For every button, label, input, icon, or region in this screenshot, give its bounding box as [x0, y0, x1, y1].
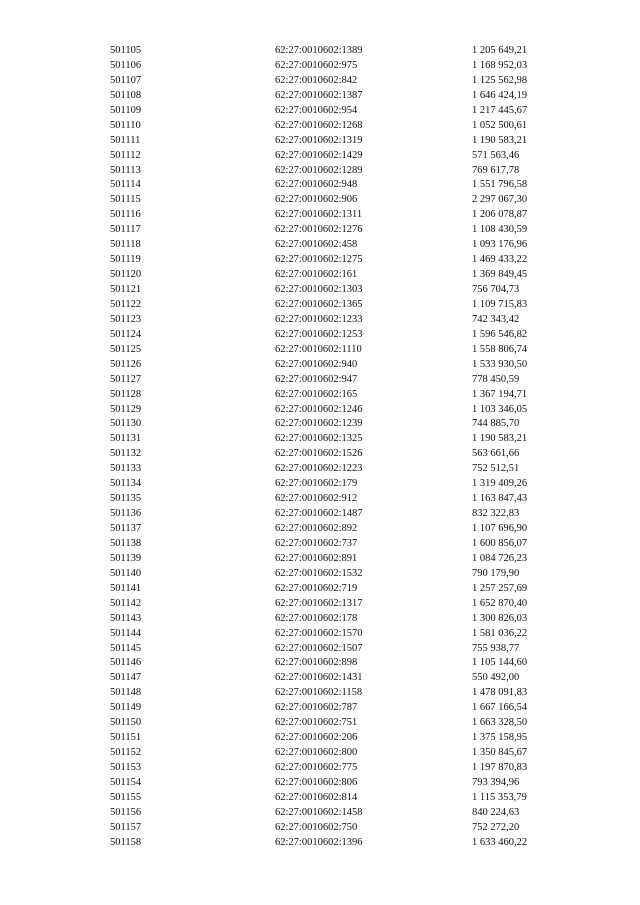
record-number: 501151 — [110, 732, 142, 744]
cadastral-value: 1 667 166,54 — [472, 702, 528, 714]
cadastral-value: 563 661,66 — [472, 448, 520, 460]
cadastral-value: 1 646 424,19 — [472, 89, 528, 101]
cadastral-number: 62:27:0010602:161 — [275, 269, 358, 281]
cadastral-number: 62:27:0010602:775 — [275, 762, 358, 773]
record-number: 501140 — [110, 567, 142, 579]
record-number: 501157 — [110, 821, 142, 833]
cadastral-number: 62:27:0010602:954 — [275, 104, 358, 116]
cadastral-number: 62:27:0010602:800 — [275, 747, 358, 759]
cadastral-number: 62:27:0010602:1233 — [275, 313, 363, 325]
table-row — [0, 134, 640, 149]
record-number: 501147 — [110, 672, 142, 684]
record-number: 501109 — [110, 104, 142, 116]
record-number: 501126 — [110, 358, 142, 370]
record-number: 501125 — [110, 343, 142, 355]
cadastral-value: 1 052 500,61 — [472, 119, 528, 131]
record-number: 501149 — [110, 702, 142, 714]
table-row — [0, 582, 640, 597]
record-number: 501146 — [110, 657, 142, 669]
table-row — [0, 388, 640, 403]
cadastral-value: 550 492,00 — [472, 672, 520, 684]
cadastral-value: 1 206 078,87 — [472, 209, 528, 221]
record-number: 501137 — [110, 523, 142, 534]
table-row — [0, 567, 640, 582]
table-row — [0, 193, 640, 208]
record-number: 501155 — [110, 791, 142, 803]
cadastral-number: 62:27:0010602:898 — [275, 657, 358, 669]
record-number: 501150 — [110, 717, 142, 729]
table-row — [0, 223, 640, 238]
record-number: 501132 — [110, 448, 142, 460]
cadastral-value: 755 938,77 — [472, 642, 520, 654]
cadastral-value: 1 369 849,45 — [472, 269, 528, 281]
record-number: 501120 — [110, 269, 142, 281]
record-number: 501154 — [110, 776, 142, 788]
table-row — [0, 642, 640, 657]
table-row — [0, 462, 640, 477]
table-row — [0, 149, 640, 164]
cadastral-value: 1 300 826,03 — [472, 612, 528, 624]
table-row — [0, 253, 640, 268]
cadastral-number: 62:27:0010602:750 — [275, 821, 358, 833]
record-number: 501128 — [110, 388, 142, 400]
cadastral-number: 62:27:0010602:737 — [275, 537, 358, 549]
table-row — [0, 59, 640, 74]
table-row — [0, 492, 640, 507]
table-row — [0, 597, 640, 612]
table-row — [0, 716, 640, 731]
cadastral-value: 790 179,90 — [472, 567, 520, 579]
cadastral-number: 62:27:0010602:1253 — [275, 328, 363, 340]
table-row — [0, 776, 640, 791]
table-row — [0, 447, 640, 462]
cadastral-number: 62:27:0010602:1223 — [275, 463, 363, 475]
cadastral-value: 1 478 091,83 — [472, 687, 528, 699]
table-row — [0, 119, 640, 134]
cadastral-number: 62:27:0010602:948 — [275, 179, 358, 191]
table-row — [0, 552, 640, 567]
cadastral-value: 1 217 445,67 — [472, 104, 528, 116]
table-row — [0, 164, 640, 179]
cadastral-value: 1 163 847,43 — [472, 493, 528, 505]
cadastral-number: 62:27:0010602:912 — [275, 493, 358, 505]
cadastral-number: 62:27:0010602:1487 — [275, 508, 363, 520]
table-row — [0, 313, 640, 328]
cadastral-number: 62:27:0010602:178 — [275, 612, 358, 624]
table-row — [0, 731, 640, 746]
cadastral-number: 62:27:0010602:891 — [275, 552, 358, 564]
table-row — [0, 298, 640, 313]
cadastral-value: 1 367 194,71 — [472, 388, 528, 400]
cadastral-number: 62:27:0010602:719 — [275, 582, 358, 594]
record-number: 501148 — [110, 687, 142, 699]
record-number: 501136 — [110, 508, 142, 520]
record-number: 501138 — [110, 537, 142, 549]
cadastral-number: 62:27:0010602:1387 — [275, 89, 363, 101]
table-row — [0, 403, 640, 418]
record-number: 501114 — [110, 179, 141, 191]
table-row — [0, 612, 640, 627]
cadastral-value: 1 093 176,96 — [472, 239, 528, 251]
cadastral-value: 742 343,42 — [472, 313, 520, 325]
record-number: 501112 — [110, 149, 141, 161]
cadastral-value: 1 350 845,67 — [472, 747, 528, 759]
cadastral-value: 1 375 158,95 — [472, 732, 528, 744]
table-row — [0, 74, 640, 89]
cadastral-number: 62:27:0010602:1239 — [275, 418, 363, 430]
cadastral-number: 62:27:0010602:1276 — [275, 224, 363, 236]
cadastral-value: 1 115 353,79 — [472, 791, 527, 803]
record-number: 501113 — [110, 164, 141, 176]
table-row — [0, 283, 640, 298]
cadastral-number: 62:27:0010602:1431 — [275, 672, 363, 684]
table-row — [0, 268, 640, 283]
cadastral-number: 62:27:0010602:1570 — [275, 627, 363, 639]
cadastral-value: 1 190 583,21 — [472, 134, 528, 146]
cadastral-value: 1 558 806,74 — [472, 343, 528, 355]
cadastral-value: 793 394,96 — [472, 776, 520, 788]
table-row — [0, 627, 640, 642]
table-row — [0, 656, 640, 671]
cadastral-value: 778 450,59 — [472, 373, 520, 385]
cadastral-value: 2 297 067,30 — [472, 194, 528, 206]
table-row — [0, 806, 640, 821]
cadastral-value: 1 103 346,05 — [472, 403, 528, 415]
cadastral-number: 62:27:0010602:1289 — [275, 164, 363, 176]
record-number: 501134 — [110, 478, 142, 490]
cadastral-number: 62:27:0010602:179 — [275, 478, 358, 490]
table-row — [0, 671, 640, 686]
cadastral-number: 62:27:0010602:1532 — [275, 567, 363, 579]
record-number: 501107 — [110, 74, 142, 86]
table-row — [0, 417, 640, 432]
table-row — [0, 821, 640, 836]
cadastral-number: 62:27:0010602:814 — [275, 791, 358, 803]
cadastral-value: 832 322,83 — [472, 508, 520, 520]
cadastral-number: 62:27:0010602:1110 — [275, 343, 362, 355]
cadastral-number: 62:27:0010602:1246 — [275, 403, 363, 415]
record-number: 501110 — [110, 119, 141, 131]
cadastral-value: 1 257 257,69 — [472, 582, 528, 594]
cadastral-value: 1 663 328,50 — [472, 717, 528, 729]
record-number: 501105 — [110, 45, 142, 56]
table-row — [0, 432, 640, 447]
cadastral-number: 62:27:0010602:1317 — [275, 597, 363, 609]
cadastral-value: 1 205 649,21 — [472, 45, 528, 56]
record-number: 501121 — [110, 284, 142, 295]
cadastral-number: 62:27:0010602:751 — [275, 717, 358, 729]
cadastral-value: 1 469 433,22 — [472, 254, 528, 266]
table-row — [0, 477, 640, 492]
table-row — [0, 44, 640, 59]
cadastral-number: 62:27:0010602:1389 — [275, 45, 363, 56]
cadastral-number: 62:27:0010602:806 — [275, 776, 358, 788]
cadastral-number: 62:27:0010602:1325 — [275, 433, 363, 445]
table-row — [0, 373, 640, 388]
record-number: 501143 — [110, 612, 142, 624]
cadastral-number: 62:27:0010602:1507 — [275, 642, 363, 654]
cadastral-value: 1 105 144,60 — [472, 657, 528, 669]
cadastral-value: 1 319 409,26 — [472, 478, 528, 490]
cadastral-value: 1 533 930,50 — [472, 358, 528, 370]
table-row — [0, 791, 640, 806]
table-row — [0, 178, 640, 193]
table-row — [0, 522, 640, 537]
table-row — [0, 104, 640, 119]
record-number: 501135 — [110, 493, 142, 505]
cadastral-value: 1 107 696,90 — [472, 523, 528, 534]
cadastral-number: 62:27:0010602:1429 — [275, 149, 363, 161]
cadastral-number: 62:27:0010602:1396 — [275, 836, 363, 848]
record-number: 501141 — [110, 582, 142, 594]
cadastral-number: 62:27:0010602:842 — [275, 74, 358, 86]
cadastral-number: 62:27:0010602:1458 — [275, 806, 363, 818]
cadastral-value: 744 885,70 — [472, 418, 520, 430]
cadastral-value: 1 108 430,59 — [472, 224, 528, 236]
cadastral-number: 62:27:0010602:892 — [275, 523, 358, 534]
record-number: 501108 — [110, 89, 142, 101]
cadastral-number: 62:27:0010602:906 — [275, 194, 358, 206]
cadastral-value: 769 617,78 — [472, 164, 520, 176]
record-number: 501122 — [110, 298, 142, 310]
document-table — [0, 44, 640, 851]
table-row — [0, 328, 640, 343]
cadastral-value: 1 197 870,83 — [472, 762, 528, 773]
table-row — [0, 343, 640, 358]
table-row — [0, 701, 640, 716]
cadastral-number: 62:27:0010602:165 — [275, 388, 358, 400]
record-number: 501142 — [110, 597, 142, 609]
record-number: 501115 — [110, 194, 141, 206]
table-row — [0, 686, 640, 701]
cadastral-number: 62:27:0010602:940 — [275, 358, 358, 370]
cadastral-number: 62:27:0010602:1526 — [275, 448, 363, 460]
cadastral-number: 62:27:0010602:1303 — [275, 284, 363, 295]
cadastral-number: 62:27:0010602:787 — [275, 702, 358, 714]
cadastral-number: 62:27:0010602:1275 — [275, 254, 363, 266]
table-row — [0, 89, 640, 104]
record-number: 501131 — [110, 433, 142, 445]
cadastral-value: 1 633 460,22 — [472, 836, 528, 848]
record-number: 501133 — [110, 463, 142, 475]
table-row — [0, 761, 640, 776]
record-number: 501139 — [110, 552, 142, 564]
cadastral-value: 1 581 036,22 — [472, 627, 528, 639]
cadastral-value: 1 084 726,23 — [472, 552, 528, 564]
table-row — [0, 208, 640, 223]
cadastral-number: 62:27:0010602:206 — [275, 732, 358, 744]
record-number: 501116 — [110, 209, 141, 221]
record-number: 501111 — [110, 134, 141, 146]
record-number: 501118 — [110, 239, 141, 251]
record-number: 501144 — [110, 627, 142, 639]
table-row — [0, 537, 640, 552]
record-number: 501124 — [110, 328, 142, 340]
cadastral-value: 1 190 583,21 — [472, 433, 528, 445]
cadastral-number: 62:27:0010602:458 — [275, 239, 358, 251]
table-row — [0, 836, 640, 851]
record-number: 501127 — [110, 373, 142, 385]
cadastral-value: 1 109 715,83 — [472, 298, 528, 310]
cadastral-value: 840 224,63 — [472, 806, 520, 818]
table-row — [0, 238, 640, 253]
record-number: 501158 — [110, 836, 142, 848]
cadastral-number: 62:27:0010602:1311 — [275, 209, 363, 221]
table-row — [0, 358, 640, 373]
record-number: 501106 — [110, 59, 142, 71]
cadastral-number: 62:27:0010602:975 — [275, 59, 358, 71]
cadastral-value: 1 168 952,03 — [472, 59, 528, 71]
cadastral-value: 752 272,20 — [472, 821, 520, 833]
record-number: 501130 — [110, 418, 142, 430]
cadastral-value: 752 512,51 — [472, 463, 520, 475]
record-number: 501123 — [110, 313, 142, 325]
table-row — [0, 507, 640, 522]
cadastral-number: 62:27:0010602:1158 — [275, 687, 363, 699]
record-number: 501129 — [110, 403, 142, 415]
cadastral-number: 62:27:0010602:947 — [275, 373, 358, 385]
cadastral-value: 1 600 856,07 — [472, 537, 528, 549]
cadastral-number: 62:27:0010602:1365 — [275, 298, 363, 310]
cadastral-value: 1 596 546,82 — [472, 328, 528, 340]
cadastral-value: 1 125 562,98 — [472, 74, 528, 86]
cadastral-value: 1 551 796,58 — [472, 179, 528, 191]
record-number: 501153 — [110, 762, 142, 773]
record-number: 501117 — [110, 224, 141, 236]
record-number: 501145 — [110, 642, 142, 654]
record-number: 501152 — [110, 747, 142, 759]
table-row — [0, 746, 640, 761]
cadastral-value: 571 563,46 — [472, 149, 520, 161]
cadastral-number: 62:27:0010602:1319 — [275, 134, 363, 146]
cadastral-number: 62:27:0010602:1268 — [275, 119, 363, 131]
record-number: 501156 — [110, 806, 142, 818]
cadastral-value: 756 704,73 — [472, 284, 520, 295]
record-number: 501119 — [110, 254, 141, 266]
cadastral-value: 1 652 870,40 — [472, 597, 528, 609]
